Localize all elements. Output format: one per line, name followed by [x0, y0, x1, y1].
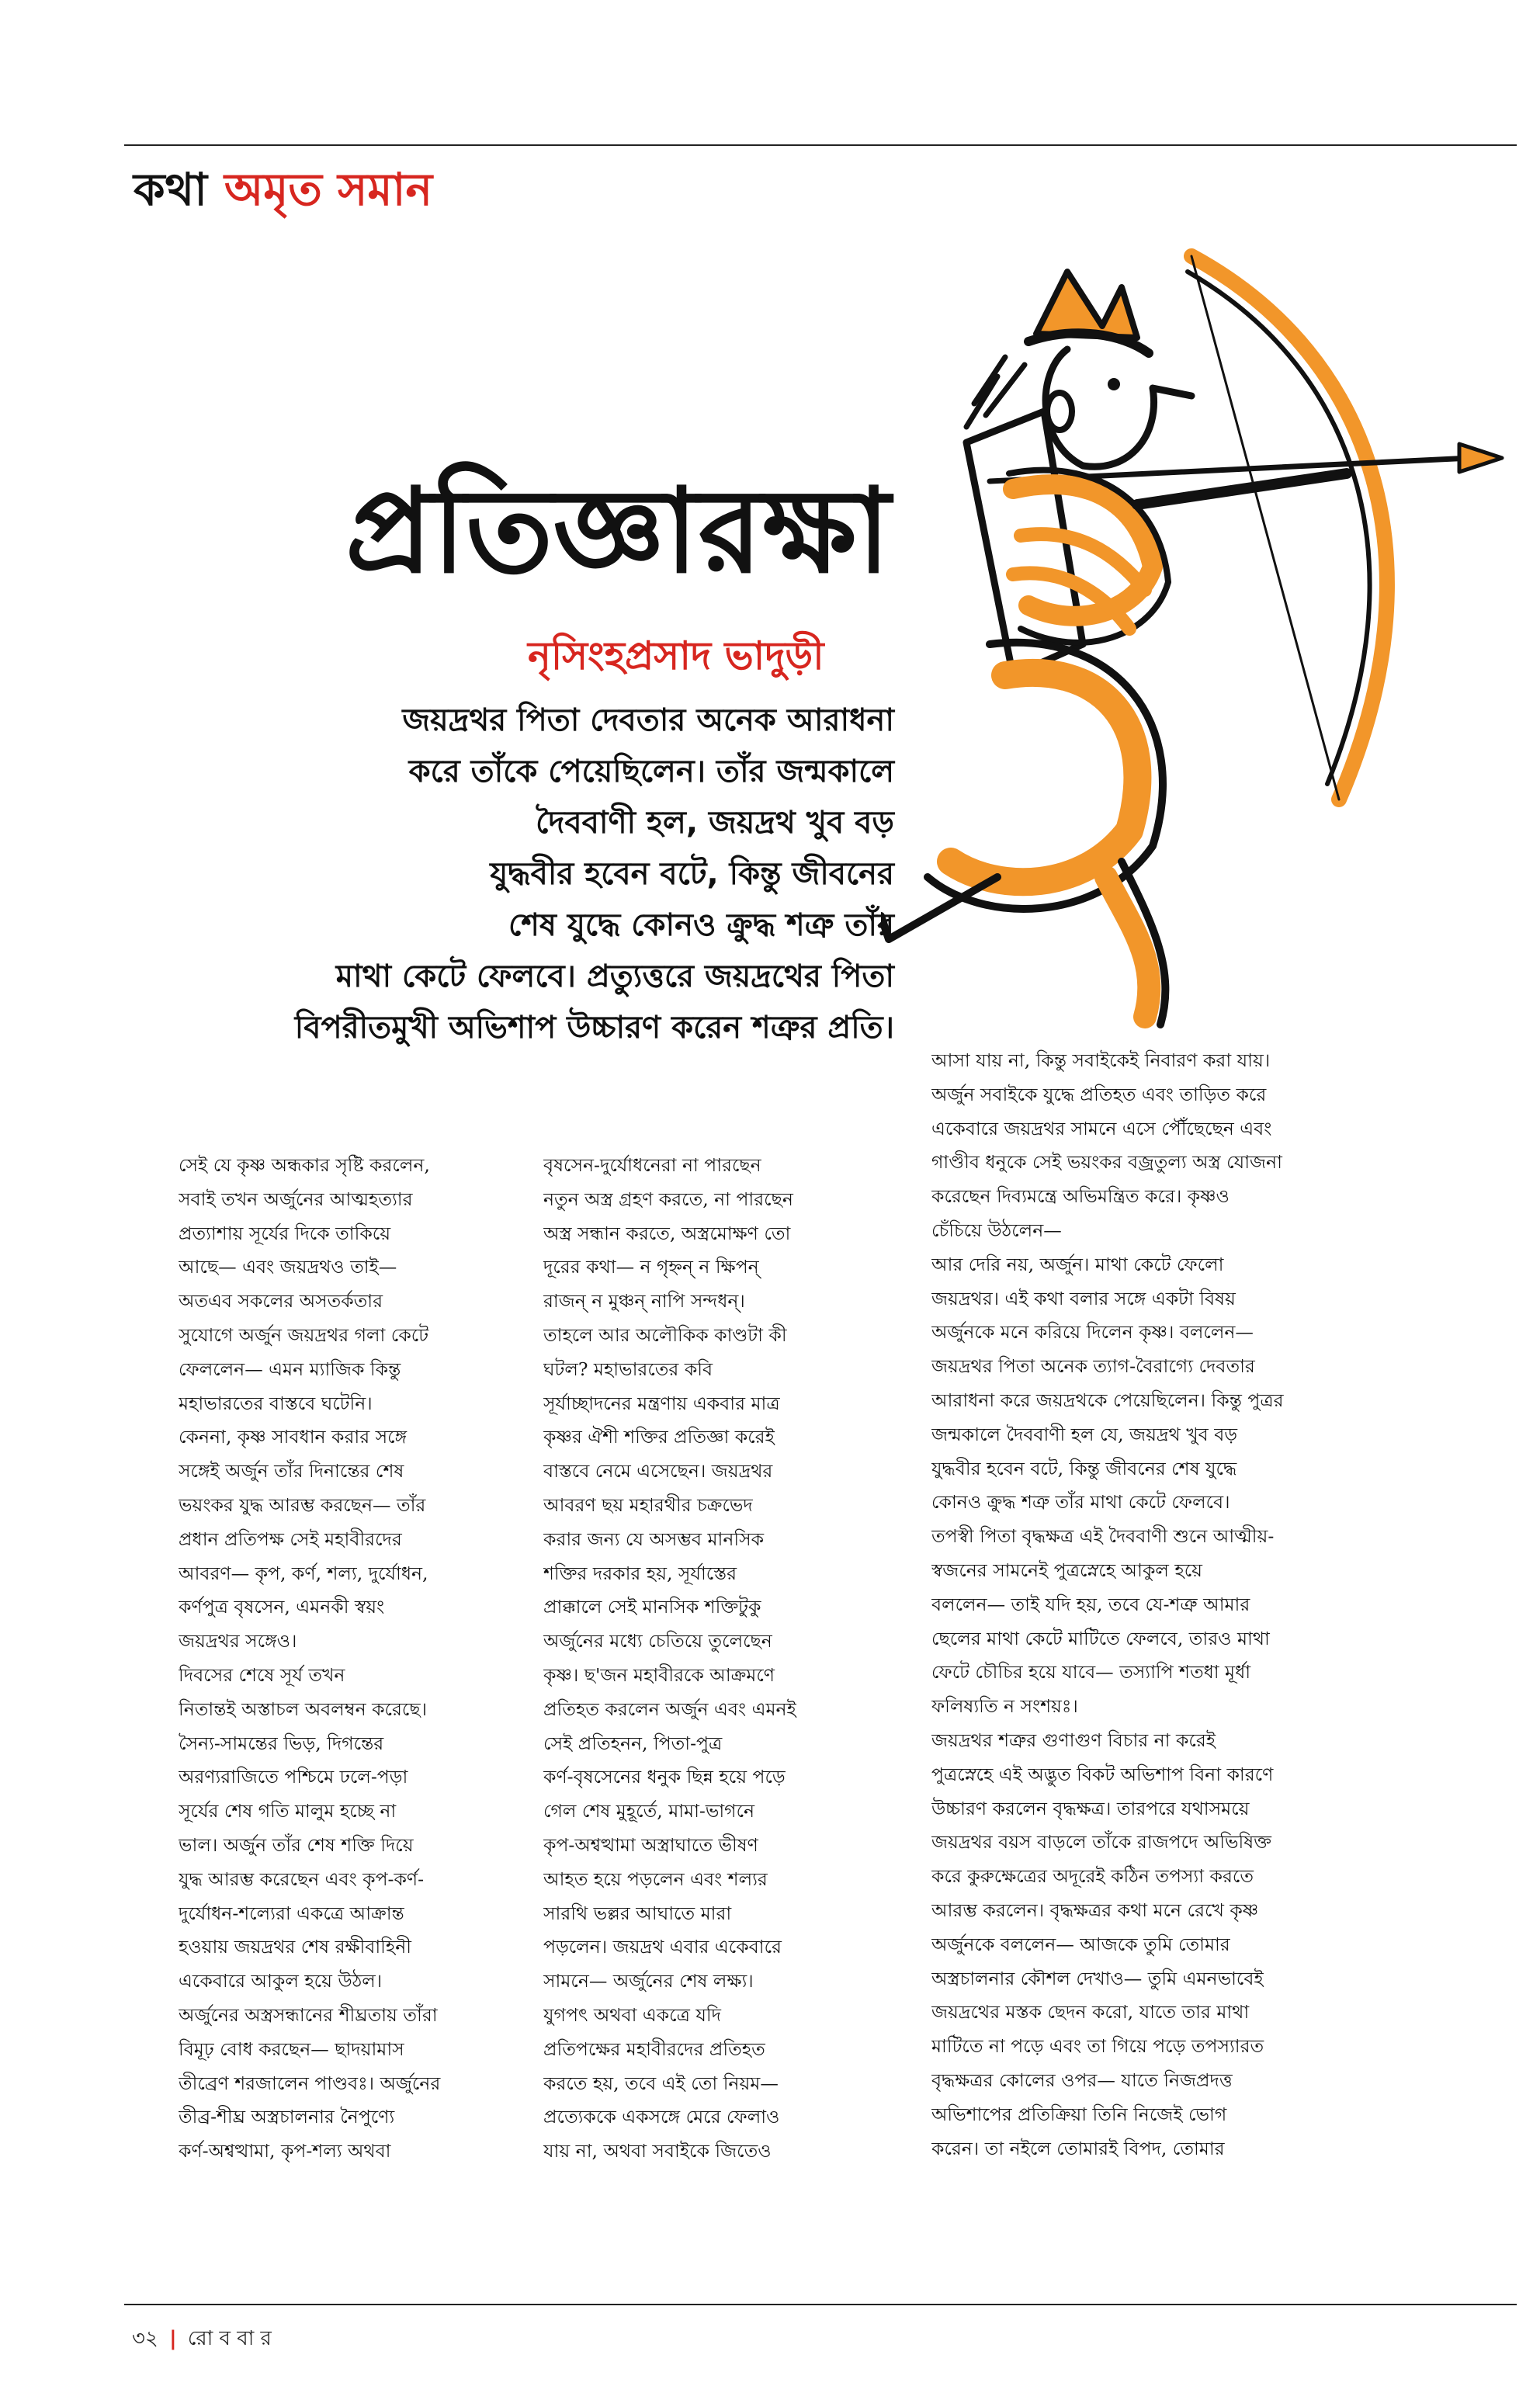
body-text-line: সূর্যাচ্ছাদনের মন্ত্রণায় একবার মাত্র [543, 1392, 780, 1414]
body-text-line: করে কুরুক্ষেত্রের অদূরেই কঠিন তপস্যা করতে [931, 1865, 1254, 1888]
body-text-line: সেই যে কৃষ্ণ অন্ধকার সৃষ্টি করলেন, [179, 1154, 430, 1176]
body-text-line: অরণ্যরাজিতে পশ্চিমে ঢলে-পড়া [179, 1766, 408, 1788]
body-text-line: নতুন অস্ত্র গ্রহণ করতে, না পারছেন [543, 1188, 793, 1210]
article-intro [118, 695, 894, 1053]
body-text-line: যুগপৎ অথবা একত্রে যদি [543, 2003, 721, 2026]
body-text-line: ভাল। অর্জুন তাঁর শেষ শক্তি দিয়ে [179, 1833, 414, 1856]
page-footer [132, 2322, 272, 2357]
body-text-line: সেই প্রতিহনন, পিতা-পুত্র [543, 1732, 723, 1754]
body-text-line: কৃপ-অশ্বত্থামা অস্ত্রাঘাতে ভীষণ [543, 1833, 758, 1856]
body-text-line: বিমূঢ় বোধ করছেন— ছাদয়ামাস [179, 2038, 404, 2060]
body-text-line: করেছেন দিব্যমন্ত্রে অভিমন্ত্রিত করে। কৃষ্ণও [931, 1185, 1230, 1208]
section-title-word-1: কথা [134, 163, 207, 216]
body-text-line: যায় না, অথবা সবাইকে জিতেও [543, 2140, 772, 2162]
body-text-line: আবরণ— কৃপ, কর্ণ, শল্য, দুর্যোধন, [179, 1562, 428, 1584]
body-text-line: স্বজনের সামনেই পুত্রস্নেহে আকুল হয়ে [931, 1559, 1203, 1581]
body-text-line: কোনও ক্রুদ্ধ শত্রু তাঁর মাথা কেটে ফেলবে। [931, 1491, 1230, 1514]
body-text-line: অতএব সকলের অসতর্কতার [179, 1290, 383, 1313]
body-text-line: তীব্রেণ শরজালেন পাণ্ডবঃ। অর্জুনের [179, 2072, 441, 2094]
body-text-line: রাজন্‌ ন মুঞ্চন্‌ নাপি সন্দধন্‌। [543, 1290, 745, 1313]
body-text-line: দুর্যোধন-শল্যেরা একত্রে আক্রান্ত [179, 1902, 404, 1924]
body-text-line: ছেলের মাথা কেটে মাটিতে ফেলবে, তারও মাথা [931, 1627, 1270, 1649]
body-text-line: জয়দ্রথর সঙ্গেও। [179, 1630, 297, 1653]
drawing-arm [1137, 473, 1347, 505]
body-text-line: প্রতিপক্ষের মহাবীরদের প্রতিহত [543, 2038, 765, 2060]
body-text-line: সামনে— অর্জুনের শেষ লক্ষ্য। [543, 1970, 754, 1992]
body-text-line: যুদ্ধ আরম্ভ করেছেন এবং কৃপ-কর্ণ- [179, 1868, 425, 1890]
body-text-line: পুত্রস্নেহে এই অদ্ভুত বিকট অভিশাপ বিনা কারণে [931, 1763, 1274, 1785]
body-text-line: জয়দ্রথের মস্তক ছেদন করো, যাতে তার মাথা [931, 2001, 1250, 2024]
body-text-line: সবাই তখন অর্জুনের আত্মহত্যার [179, 1188, 413, 1210]
eye [1108, 378, 1120, 390]
body-text-line: যুদ্ধবীর হবেন বটে, কিন্তু জীবনের শেষ যুদ্ধে [931, 1457, 1237, 1479]
arjuna-archer-illustration [881, 241, 1517, 1048]
body-text-line: কর্ণ-অশ্বত্থামা, কৃপ-শল্য অথবা [179, 2140, 391, 2162]
body-text-line: আছে— এবং জয়দ্রথও তাই— [179, 1256, 397, 1278]
body-text-line: বৃদ্ধক্ষত্রর কোলের ওপর— যাতে নিজপ্রদত্ত [931, 2069, 1233, 2091]
intro-line: বিপরীতমুখী অভিশাপ উচ্চারণ করেন শত্রুর প্রতি। [294, 1010, 894, 1046]
body-text-line: হওয়ায় জয়দ্রথর শেষ রক্ষীবাহিনী [179, 1936, 411, 1958]
intro-line: যুদ্ধবীর হবেন বটে, কিন্তু জীবনের [490, 856, 894, 892]
body-text-line: কৃষ্ণ। ছ'জন মহাবীরকে আক্রমণে [543, 1663, 775, 1686]
body-text-line: চেঁচিয়ে উঠলেন— [931, 1219, 1062, 1241]
body-text-line: কেননা, কৃষ্ণ সাবধান করার সঙ্গে [179, 1426, 408, 1448]
intro-line: মাথা কেটে ফেলবে। প্রত্যুত্তরে জয়দ্রথের পিতা [335, 959, 894, 994]
body-text-line: উচ্চারণ করলেন বৃদ্ধক্ষত্র। তারপরে যথাসময়ে [931, 1797, 1250, 1819]
magazine-name: রো ব বা র [187, 2327, 272, 2350]
intro-line: করে তাঁকে পেয়েছিলেন। তাঁর জন্মকালে [408, 754, 894, 789]
body-text-line: কর্ণপুত্র বৃষসেন, এমনকী স্বয়ং [179, 1596, 385, 1618]
body-column-1 [179, 1149, 505, 2169]
body-text-line: অস্ত্রচালনার কৌশল দেখাও— তুমি এমনভাবেই [931, 1967, 1264, 1989]
body-text-line: আহত হয়ে পড়লেন এবং শল্যর [543, 1868, 768, 1890]
body-text-line: অর্জুন সবাইকে যুদ্ধে প্রতিহত এবং তাড়িত করে [931, 1083, 1267, 1105]
section-title [134, 155, 432, 231]
earring [1047, 393, 1072, 430]
author-byline: নৃসিংহপ্রসাদ ভাদুড়ী [528, 633, 824, 678]
body-text-line: তীব্র-শীঘ্র অস্ত্রচালনার নৈপুণ্যে [179, 2106, 395, 2128]
body-text-line: করতে হয়, তবে এই তো নিয়ম— [543, 2072, 779, 2094]
body-text-line: সঙ্গেই অর্জুন তাঁর দিনান্তের শেষ [179, 1460, 404, 1483]
body-text-line: গেল শেষ মুহূর্তে, মামা-ভাগনে [543, 1800, 755, 1822]
body-text-line: অস্ত্র সন্ধান করতে, অস্ত্রমোক্ষণ তো [543, 1222, 791, 1244]
body-text-line: বৃষসেন-দুর্যোধনেরা না পারছেন [543, 1154, 761, 1176]
bottom-rule [124, 2304, 1517, 2305]
body-text-line: জয়দ্রথর পিতা অনেক ত্যাগ-বৈরাগ্যে দেবতার [931, 1355, 1255, 1378]
top-rule [124, 144, 1517, 146]
body-text-line: আর দেরি নয়, অর্জুন। মাথা কেটে ফেলো [931, 1253, 1224, 1275]
body-text-line: অর্জুনকে মনে করিয়ে দিলেন কৃষ্ণ। বললেন— [931, 1321, 1254, 1344]
body-text-line: প্রত্যাশায় সূর্যের দিকে তাকিয়ে [179, 1222, 391, 1244]
body-text-line: করেন। তা নইলে তোমারই বিপদ, তোমার [931, 2137, 1225, 2159]
body-text-line: গাণ্ডীব ধনুকে সেই ভয়ংকর বজ্রতুল্য অস্ত্র যোজনা [931, 1151, 1282, 1174]
body-text-line: অর্জুনের অস্ত্রসন্ধানের শীঘ্রতায় তাঁরা [179, 2003, 438, 2026]
body-text-line: সারথি ভল্লর আঘাতে মারা [543, 1902, 732, 1924]
body-text-line: অর্জুনকে বললেন— আজকে তুমি তোমার [931, 1933, 1230, 1955]
body-text-line: মহাভারতের বাস্তবে ঘটেনি। [179, 1392, 373, 1414]
body-text-line: সৈন্য-সামন্তের ভিড়, দিগন্তের [179, 1732, 384, 1754]
face [1046, 349, 1191, 466]
body-column-2 [543, 1149, 877, 2169]
body-text-line: জয়দ্রথর শত্রুর গুণাগুণ বিচার না করেই [931, 1729, 1216, 1751]
body-text-line: একেবারে জয়দ্রথর সামনে এসে পৌঁছেছেন এবং [931, 1117, 1272, 1139]
body-text-line: ভয়ংকর যুদ্ধ আরম্ভ করছেন— তাঁর [179, 1493, 426, 1516]
body-text-line: ফেললেন— এমন ম্যাজিক কিন্তু [179, 1358, 401, 1380]
body-column-3 [931, 1044, 1413, 2166]
bow-outer [1191, 256, 1387, 799]
intro-line: শেষ যুদ্ধে কোনও ক্রুদ্ধ শত্রু তাঁর [508, 907, 894, 943]
body-text-line: তপস্বী পিতা বৃদ্ধক্ষত্র এই দৈববাণী শুনে আত্মীয়- [931, 1525, 1275, 1548]
body-text-line: আসা যায় না, কিন্তু সবাইকেই নিবারণ করা যায়। [931, 1049, 1271, 1071]
body-text-line: জয়দ্রথর বয়স বাড়লে তাঁকে রাজপদে অভিষিক্ত [931, 1831, 1271, 1854]
body-text-line: অভিশাপের প্রতিক্রিয়া তিনি নিজেই ভোগ [931, 2103, 1227, 2125]
body-text-line: প্রধান প্রতিপক্ষ সেই মহাবীরদের [179, 1528, 402, 1550]
body-text-line: মাটিতে না পড়ে এবং তা গিয়ে পড়ে তপস্যারত [931, 2035, 1264, 2058]
body-text-line: পড়লেন। জয়দ্রথ এবার একেবারে [543, 1936, 782, 1958]
body-text-line: দিবসের শেষে সূর্য তখন [179, 1663, 345, 1686]
body-text-line: ফেটে চৌচির হয়ে যাবে— তস্যাপি শতধা মূর্ধা [931, 1661, 1251, 1684]
body-text-line: দূরের কথা— ন গৃহ্নন্‌ ন ক্ষিপন্‌ [543, 1256, 759, 1278]
dhoti-orange [951, 673, 1137, 882]
body-text-line: ফলিষ্যতি ন সংশয়ঃ। [931, 1695, 1078, 1718]
body-text-line: আরম্ভ করলেন। বৃদ্ধক্ষত্রর কথা মনে রেখে কৃষ্ণ [931, 1899, 1259, 1921]
body-text-line: প্রতিহত করলেন অর্জুন এবং এমনই [543, 1698, 796, 1720]
article-title: প্রতিজ্ঞারক্ষা [345, 464, 891, 599]
body-text-line: কৃষ্ণর ঐশী শক্তির প্রতিজ্ঞা করেই [543, 1426, 775, 1448]
body-text-line: জন্মকালে দৈববাণী হল যে, জয়দ্রথ খুব বড় [931, 1423, 1238, 1445]
page-number: ৩২ [132, 2327, 158, 2350]
body-text-line: সুযোগে অর্জুন জয়দ্রথর গলা কেটে [179, 1323, 429, 1346]
body-text-line: কর্ণ-বৃষসেনের ধনুক ছিন্ন হয়ে পড়ে [543, 1766, 786, 1788]
body-text-line: প্রত্যেককে একসঙ্গে মেরে ফেলাও [543, 2106, 780, 2128]
section-title-word-2: অমৃত সমান [224, 163, 433, 216]
body-text-line: একেবারে আকুল হয়ে উঠল। [179, 1970, 383, 1992]
body-text-line: শক্তির দরকার হয়, সূর্যাস্তের [543, 1562, 737, 1584]
footer-separator: | [169, 2327, 177, 2350]
body-text-line: আরাধনা করে জয়দ্রথকে পেয়েছিলেন। কিন্তু পুত্রর [931, 1389, 1284, 1411]
body-text-line: ঘটল? মহাভারতের কবি [543, 1358, 713, 1380]
arrow-head [1459, 444, 1502, 472]
body-text-line: জয়দ্রথর। এই কথা বলার সঙ্গে একটা বিষয় [931, 1287, 1236, 1309]
body-text-line: অর্জুনের মধ্যে চেতিয়ে তুলেছেন [543, 1630, 772, 1653]
body-text-line: তাহলে আর অলৌকিক কাণ্ডটা কী [543, 1323, 787, 1346]
body-text-line: বললেন— তাই যদি হয়, তবে যে-শত্রু আমার [931, 1593, 1250, 1615]
body-text-line: করার জন্য যে অসম্ভব মানসিক [543, 1528, 765, 1550]
bow-inner [1188, 272, 1370, 784]
body-text-line: সূর্যের শেষ গতি মালুম হচ্ছে না [179, 1800, 397, 1822]
body-text-line: প্রাক্কালে সেই মানসিক শক্তিটুকু [543, 1596, 761, 1618]
bow-string [1191, 256, 1339, 799]
quiver [966, 357, 1025, 427]
body-text-line: নিতান্তই অস্তাচল অবলম্বন করেছে। [179, 1698, 427, 1720]
body-text-line: আবরণ ছয় মহারথীর চক্রভেদ [543, 1493, 753, 1516]
body-text-line: বাস্তবে নেমে এসেছেন। জয়দ্রথর [543, 1460, 773, 1483]
intro-line: জয়দ্রথর পিতা দেবতার অনেক আরাধনা [402, 702, 894, 738]
intro-line: দৈববাণী হল, জয়দ্রথ খুব বড় [536, 805, 894, 841]
crown [1036, 272, 1137, 338]
